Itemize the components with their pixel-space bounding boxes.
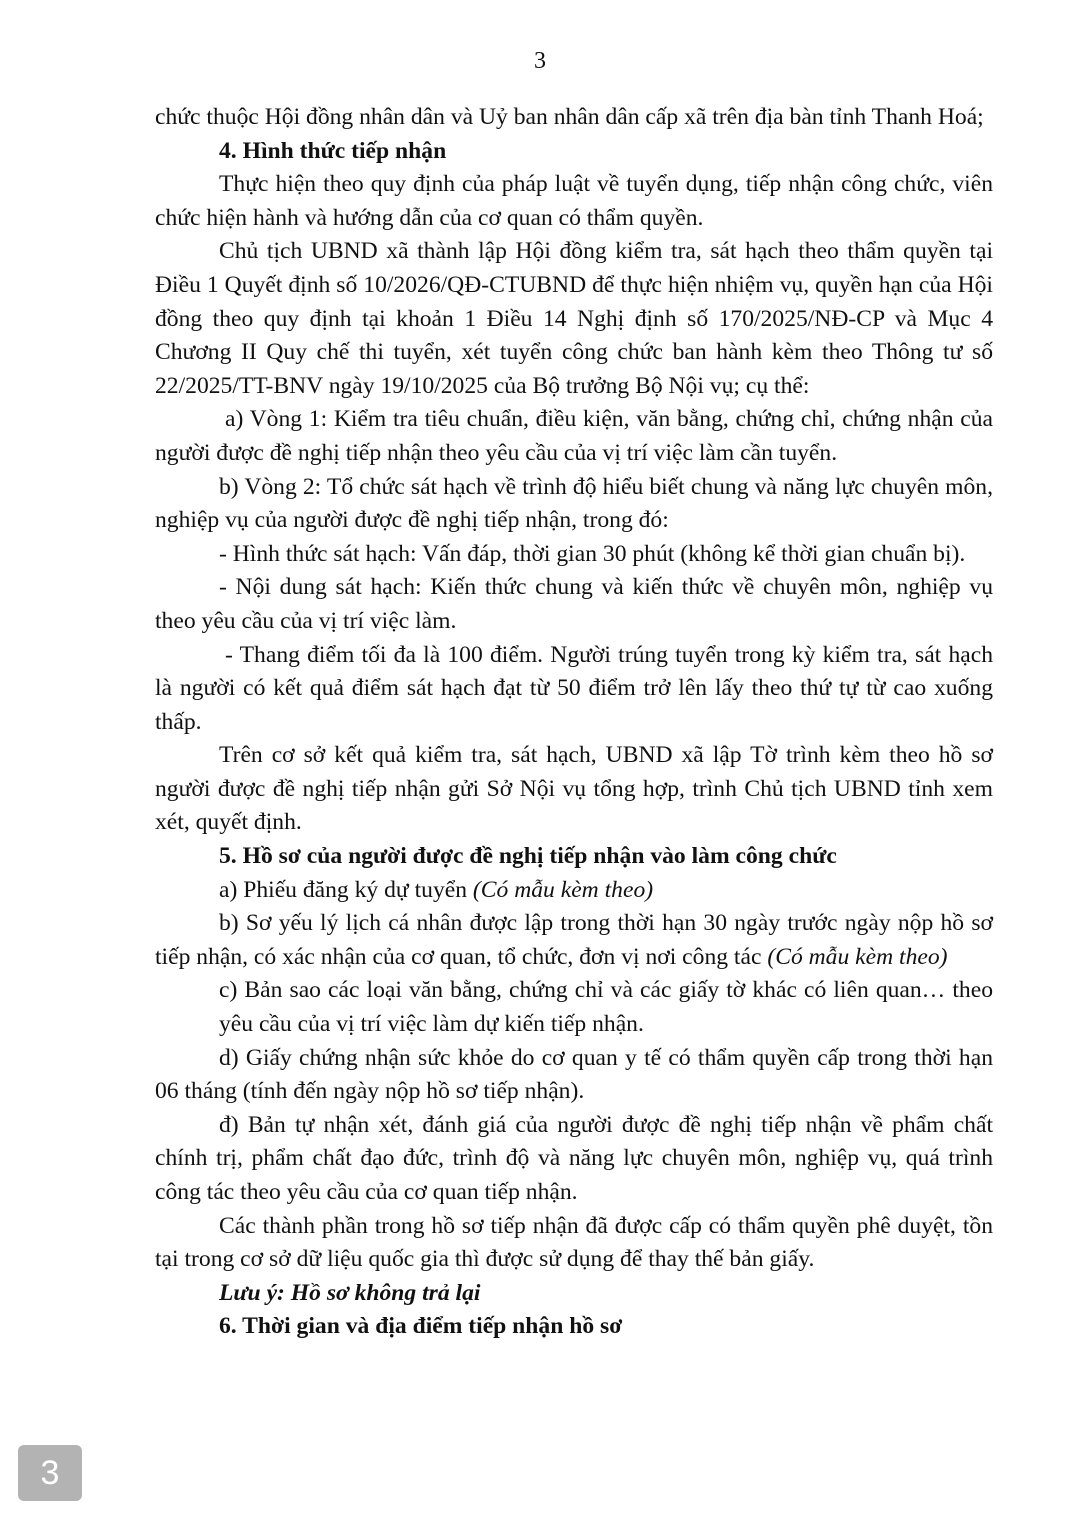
paragraph: Các thành phần trong hồ sơ tiếp nhận đã được cấp có thẩm quyền phê duyệt, tồn tại trong cơ sở dữ liệu quốc gia thì được sử dụng để thay thế bản giấy. [155, 1212, 993, 1273]
page-number: 3 [534, 48, 546, 74]
template-note: (Có mẫu kèm theo) [767, 943, 948, 970]
list-item [155, 907, 993, 974]
paragraph: Chủ tịch UBND xã thành lập Hội đồng kiểm tra, sát hạch theo thẩm quyền tại Điều 1 Quyết định số 10/2026/QĐ-CTUBND để thực hiện nhiệm vụ, quyền hạn của Hội đồng theo quy định tại khoản 1 Điều 14 Nghị định số 170/2025/NĐ-CP và Mục 4 Chương II Quy chế thi tuyển, xét tuyển công chức ban hành kèm theo Thông tư số 22/2025/TT-BNV ngày 19/10/2025 của Bộ trưởng Bộ Nội vụ; cụ thể: [155, 238, 993, 399]
section-heading-4: 4. Hình thức tiếp nhận [219, 137, 447, 164]
list-item: a) Vòng 1: Kiểm tra tiêu chuẩn, điều kiện, văn bằng, chứng chỉ, chứng nhận của người được đề nghị tiếp nhận theo yêu cầu của vị trí việc làm cần tuyển. [155, 406, 993, 466]
list-item: b) Vòng 2: Tổ chức sát hạch về trình độ hiểu biết chung và năng lực chuyên môn, nghiệp vụ của người được đề nghị tiếp nhận, trong đó: [155, 473, 993, 534]
document-body [155, 101, 993, 1344]
page-badge: 3 [18, 1445, 82, 1501]
paragraph: chức thuộc Hội đồng nhân dân và Uỷ ban nhân dân cấp xã trên địa bàn tỉnh Thanh Hoá; [155, 104, 984, 130]
section-heading-6: 6. Thời gian và địa điểm tiếp nhận hồ sơ [219, 1313, 623, 1340]
list-item [155, 874, 993, 908]
list-item: - Nội dung sát hạch: Kiến thức chung và kiến thức về chuyên môn, nghiệp vụ theo yêu cầu của vị trí việc làm. [155, 574, 993, 634]
paragraph: Trên cơ sở kết quả kiểm tra, sát hạch, UBND xã lập Tờ trình kèm theo hồ sơ người được đề nghị tiếp nhận gửi Sở Nội vụ tổng hợp, trình Chủ tịch UBND tỉnh xem xét, quyết định. [155, 742, 993, 836]
list-item: d) Giấy chứng nhận sức khỏe do cơ quan y tế có thẩm quyền cấp trong thời hạn 06 tháng (tính đến ngày nộp hồ sơ tiếp nhận). [155, 1044, 993, 1105]
list-item-text: a) Phiếu đăng ký dự tuyển [219, 876, 473, 903]
list-item: - Hình thức sát hạch: Vấn đáp, thời gian 30 phút (không kể thời gian chuẩn bị). [219, 540, 966, 567]
template-note: (Có mẫu kèm theo) [472, 876, 654, 903]
list-item-text: b) Sơ yếu lý lịch cá nhân được lập trong thời hạn 30 ngày trước ngày nộp hồ sơ tiếp nhận, có xác nhận của cơ quan, tổ chức, đơn vị nơi công tác [155, 910, 993, 970]
list-item: - Thang điểm tối đa là 100 điểm. Người trúng tuyển trong kỳ kiểm tra, sát hạch là người có kết quả điểm sát hạch đạt từ 50 điểm trở lên lấy theo thứ tự từ cao xuống thấp. [155, 641, 993, 735]
note: Lưu ý: Hồ sơ không trả lại [219, 1279, 481, 1306]
list-item: đ) Bản tự nhận xét, đánh giá của người được đề nghị tiếp nhận về phẩm chất chính trị, phẩm chất đạo đức, trình độ và năng lực chuyên môn, nghiệp vụ, quá trình công tác theo yêu cầu của cơ quan tiếp nhận. [155, 1111, 993, 1205]
section-heading-5: 5. Hồ sơ của người được đề nghị tiếp nhận vào làm công chức [219, 843, 837, 870]
list-item: c) Bản sao các loại văn bằng, chứng chỉ và các giấy tờ khác có liên quan… theo yêu cầu của vị trí việc làm dự kiến tiếp nhận. [219, 977, 993, 1038]
paragraph: Thực hiện theo quy định của pháp luật về tuyển dụng, tiếp nhận công chức, viên chức hiện hành và hướng dẫn của cơ quan có thẩm quyền. [155, 171, 993, 231]
